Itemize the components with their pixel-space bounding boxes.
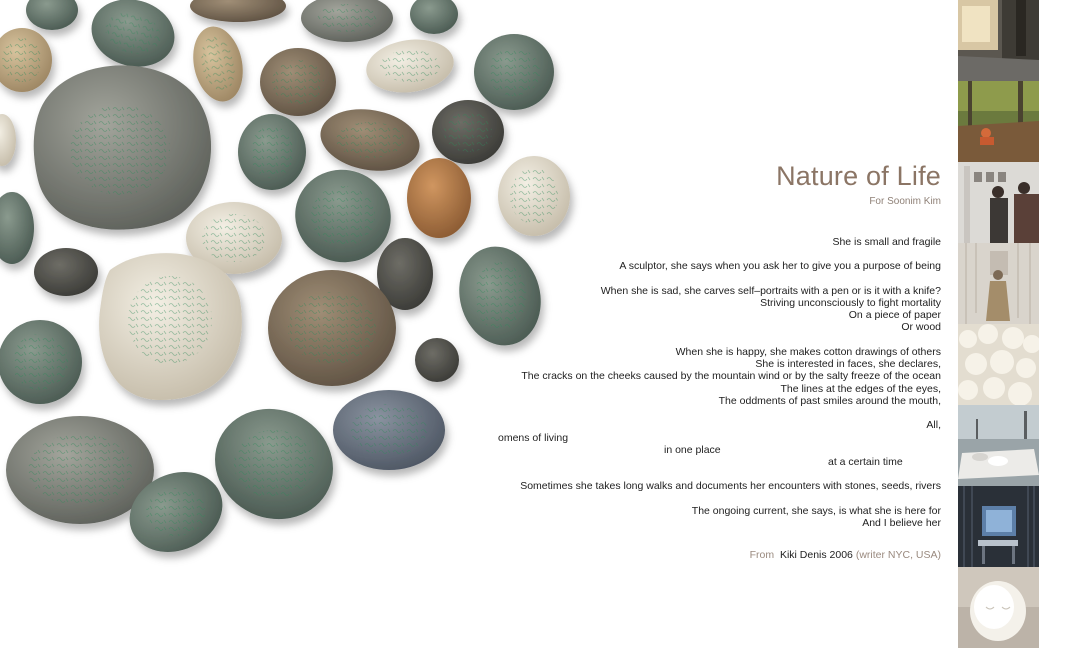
poem-line: The oddments of past smiles around the mouth, bbox=[718, 394, 941, 407]
dark-room-installation-photo[interactable] bbox=[958, 486, 1039, 567]
poem-dedication: For Soonim Kim bbox=[869, 196, 941, 207]
forest-performance-photo[interactable] bbox=[958, 81, 1039, 162]
poem-line: All, bbox=[926, 419, 941, 432]
poem-line: at a certain time bbox=[828, 456, 903, 469]
exhibition-visitors-photo[interactable] bbox=[958, 162, 1039, 243]
gallery-exterior-photo[interactable] bbox=[958, 0, 1039, 81]
poem-line: Striving unconsciously to fight mortality bbox=[760, 296, 941, 309]
poem-line: She is interested in faces, she declares, bbox=[755, 358, 941, 371]
outdoor-bed-photo[interactable] bbox=[958, 405, 1039, 486]
hanging-installation-photo[interactable] bbox=[958, 243, 1039, 324]
white-head-sculpture-photo[interactable] bbox=[958, 567, 1039, 648]
poem-line: Or wood bbox=[901, 321, 941, 334]
poem-line: And I believe her bbox=[862, 517, 941, 530]
credit-role: (writer NYC, USA) bbox=[855, 549, 941, 562]
poem-line: in one place bbox=[664, 443, 721, 456]
poem-line: The lines at the edges of the eyes, bbox=[780, 382, 941, 395]
poem-line: She is small and fragile bbox=[832, 236, 941, 248]
poem-line: The ongoing current, she says, is what she is here for bbox=[691, 504, 941, 517]
poem-line: When she is happy, she makes cotton drawings of others bbox=[675, 345, 941, 358]
poem-line: omens of living bbox=[498, 431, 569, 444]
poem-line: Sometimes she takes long walks and documents her encounters with stones, seeds, rivers bbox=[520, 480, 941, 493]
poem-line: A sculptor, she says when you ask her to give you a purpose of being bbox=[619, 260, 941, 273]
poem-title: Nature of Life bbox=[776, 161, 941, 191]
poem-line: The cracks on the cheeks caused by the mountain wind or by the salty freeze of the ocean bbox=[521, 370, 941, 383]
credit-author: Kiki Denis 2006 bbox=[779, 549, 853, 562]
poem-line: On a piece of paper bbox=[848, 309, 941, 322]
thumbnail-strip bbox=[958, 0, 1039, 649]
poem-block bbox=[490, 160, 941, 562]
cotton-field-photo[interactable] bbox=[958, 324, 1039, 405]
poem-line: When she is sad, she carves self–portraits with a pen or is it with a knife? bbox=[600, 284, 941, 297]
poem-credit bbox=[490, 549, 941, 561]
credit-prefix: From bbox=[749, 549, 775, 562]
